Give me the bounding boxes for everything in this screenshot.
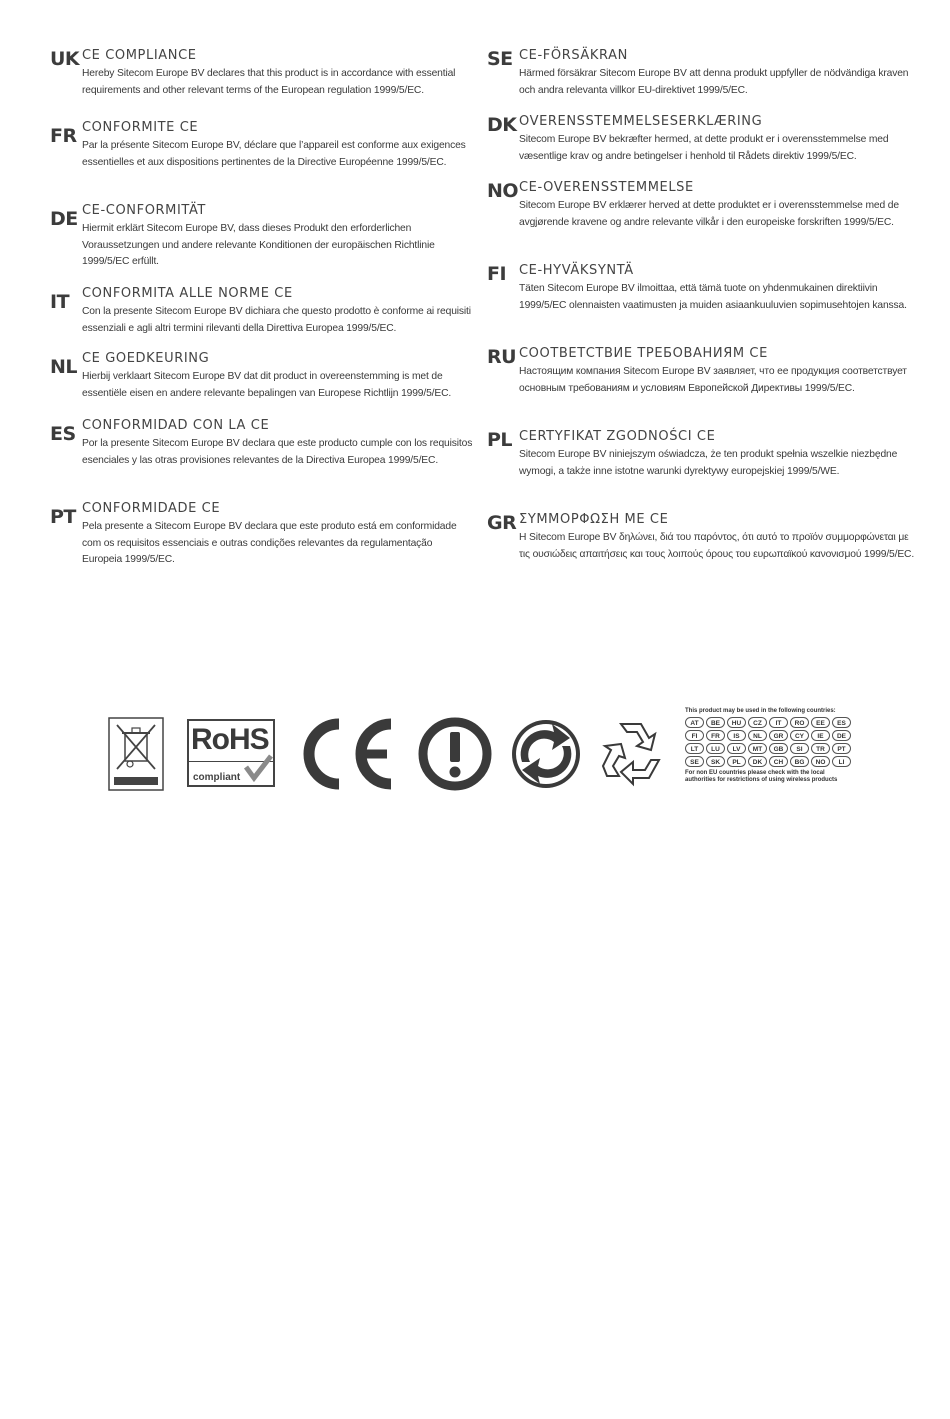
section-body: Hierbij verklaart Sitecom Europe BV dat dit product in overeenstemming is met de essentiële eisen en andere relevante bepalingen van Europese Richtlijn 1999/5/EC. [82, 371, 452, 399]
country-code: LT [685, 743, 704, 754]
country-code: HU [727, 717, 746, 728]
section-body: Hereby Sitecom Europe BV declares that this product is in accordance with essential requirements and other relevant terms of the European regulation 1999/5/EC. [82, 68, 456, 96]
section-title: CONFORMITA ALLE NORME CE [82, 286, 293, 301]
check-mark-icon [243, 753, 273, 783]
alert-exclamation-icon [417, 716, 493, 792]
language-code: NO [487, 180, 519, 202]
section-body: Sitecom Europe BV niniejszym oświadcza, że ten produkt spełnia wszelkie niezbędne wymogi, a także inne istotne warunki dyrektywy europejskiej 1999/5/WE. [519, 449, 898, 477]
country-code: CH [769, 756, 788, 767]
section-body: Pela presente a Sitecom Europe BV declara que este produto está em conformidade com os requisitos essenciais e outras condições relevantes da regulamentação Europeia 1999/5/EC. [82, 521, 457, 565]
rohs-compliant-logo [187, 719, 275, 787]
country-list-title: This product may be used in the following countries: [685, 708, 836, 714]
section-body: Täten Sitecom Europe BV ilmoittaa, että tämä tuote on yhdenmukainen direktiivin 1999/5/EC olennaisten vaatimusten ja muiden asiaankuuluvien sopimusehtojen kanssa. [519, 283, 907, 311]
section-nl [50, 351, 475, 418]
section-title: OVERENSSTEMMELSESERKLÆRING [519, 114, 763, 129]
section-body: Sitecom Europe BV bekræfter hermed, at dette produkt er i overensstemmelse med væsentlige krav og andre betingelser i henhold til Rådets direktiv 1999/5/EC. [519, 134, 889, 162]
language-code: SE [487, 48, 513, 70]
country-code: LV [727, 743, 746, 754]
country-code: GR [769, 730, 788, 741]
country-note-line-2: authorities for restrictions of using wireless products [685, 777, 838, 783]
section-title: ΣΥΜΜΟΡΦΩΣΗ ΜΕ CE [519, 512, 669, 527]
section-pt [50, 501, 475, 571]
country-code: GB [769, 743, 788, 754]
section-title: CERTYFIKAT ZGODNOŚCI CE [519, 429, 716, 444]
country-code: PL [727, 756, 746, 767]
rohs-text: RoHS [191, 723, 269, 756]
language-code: UK [50, 48, 80, 70]
section-fi [487, 263, 917, 346]
section-es [50, 418, 475, 501]
right-column [487, 48, 917, 582]
country-note-line-1: For non EU countries please check with the local [685, 770, 825, 776]
green-dot-icon [508, 716, 584, 792]
section-body: Con la presente Sitecom Europe BV dichiara che questo prodotto è conforme ai requisiti essenziali e agli altri termini rilevanti della Direttiva Europea 1999/5/EC. [82, 306, 471, 334]
country-grid [685, 717, 865, 767]
country-code: FR [706, 730, 725, 741]
recycle-icon [593, 716, 669, 792]
country-code: IE [811, 730, 830, 741]
weee-crossed-bin-icon [108, 717, 164, 791]
section-body: Par la présente Sitecom Europe BV, déclare que l’appareil est conforme aux exigences essentielles et aux dispositions pertinentes de la Directive Européenne 1999/5/EC. [82, 140, 466, 168]
section-gr [487, 512, 917, 582]
section-body: Sitecom Europe BV erklærer herved at dette produktet er i overensstemmelse med de avgjørende kravene og andre relevante vilkår i den europeiske forskriften 1999/5/EC. [519, 200, 899, 228]
section-title: CE GOEDKEURING [82, 351, 210, 366]
language-code: PL [487, 429, 513, 451]
section-title: CE-FÖRSÄKRAN [519, 48, 628, 63]
country-code: MT [748, 743, 767, 754]
section-title: CONFORMIDAD CON LA CE [82, 418, 270, 433]
language-code: FI [487, 263, 507, 285]
country-code: IT [769, 717, 788, 728]
section-fr [50, 120, 475, 203]
language-code: FR [50, 125, 77, 147]
language-code: IT [50, 291, 70, 313]
country-code: PT [832, 743, 851, 754]
section-ru [487, 346, 917, 429]
country-code: TR [811, 743, 830, 754]
country-code: FI [685, 730, 704, 741]
language-code: GR [487, 512, 517, 534]
language-code: PT [50, 506, 76, 528]
language-code: DK [487, 114, 517, 136]
country-code: EE [811, 717, 830, 728]
left-column [50, 48, 475, 571]
section-body: Hiermit erklärt Sitecom Europe BV, dass dieses Produkt den erforderlichen Voraussetzungen und andere relevante Konditionen der europäischen Richtlinie 1999/5/EC erfüllt. [82, 223, 435, 267]
country-code: CY [790, 730, 809, 741]
rohs-sub: compliant [193, 772, 241, 783]
section-uk [50, 48, 475, 120]
language-code: DE [50, 208, 78, 230]
country-code: LU [706, 743, 725, 754]
section-se [487, 48, 917, 114]
section-title: CE-CONFORMITÄT [82, 203, 206, 218]
section-title: CONFORMITE CE [82, 120, 199, 135]
section-body: Настоящим компания Sitecom Europe BV заявляет, что ее продукция соответствует основным требованиям и условиям Европейской Директивы 1999/5/EC. [519, 366, 907, 394]
language-code: NL [50, 356, 78, 378]
country-code: BE [706, 717, 725, 728]
country-code: BG [790, 756, 809, 767]
section-title: CONFORMIDADE CE [82, 501, 221, 516]
ce-mark-icon [295, 716, 400, 792]
country-code: DE [832, 730, 851, 741]
country-list [685, 708, 865, 784]
section-title: CE-HYVÄKSYNTÄ [519, 263, 634, 278]
section-pl [487, 429, 917, 512]
section-it [50, 286, 475, 351]
section-de [50, 203, 475, 286]
country-code: IS [727, 730, 746, 741]
country-code: AT [685, 717, 704, 728]
country-code: SE [685, 756, 704, 767]
country-code: NL [748, 730, 767, 741]
section-body: Por la presente Sitecom Europe BV declara que este producto cumple con los requisitos esenciales y las otras provisiones relevantes de la Directiva Europea 1999/5/EC. [82, 438, 473, 466]
country-code: CZ [748, 717, 767, 728]
section-no [487, 180, 917, 263]
country-code: RO [790, 717, 809, 728]
country-code: NO [811, 756, 830, 767]
country-code: LI [832, 756, 851, 767]
section-body: Härmed försäkrar Sitecom Europe BV att denna produkt uppfyller de nödvändiga kraven och andra relevanta villkor EU-direktivet 1999/5/EC. [519, 68, 909, 96]
section-title: CE COMPLIANCE [82, 48, 197, 63]
section-title: СООТВЕТСТВИЕ ТРЕБОВАНИЯМ СЕ [519, 346, 768, 361]
country-code: ES [832, 717, 851, 728]
country-code: SK [706, 756, 725, 767]
language-code: ES [50, 423, 76, 445]
language-code: RU [487, 346, 517, 368]
country-code: DK [748, 756, 767, 767]
section-title: CE-OVERENSSTEMMELSE [519, 180, 694, 195]
section-body: Η Sitecom Europe BV δηλώνει, διά του παρόντος, ότι αυτό το προϊόν συμμορφώνεται με τις ουσιώδεις απαιτήσεις και τους λοιπούς όρους του ευρωπαϊκού κανονισμού 1999/5/EC. [519, 532, 915, 560]
section-dk [487, 114, 917, 180]
country-code: SI [790, 743, 809, 754]
certification-icons [105, 708, 865, 796]
